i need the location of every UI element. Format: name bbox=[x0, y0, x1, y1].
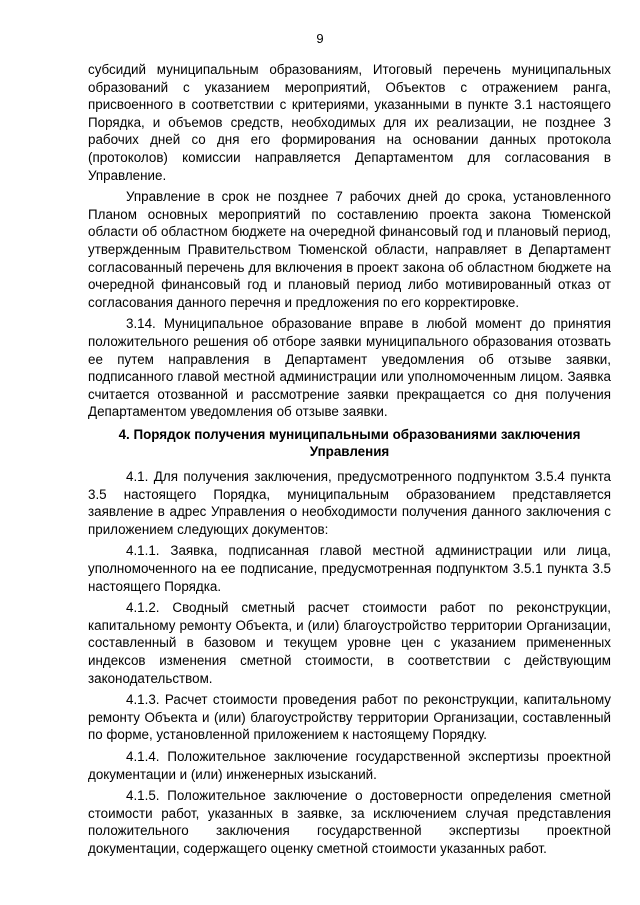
paragraph: 4.1.5. Положительное заключение о достоверности определения сметной стоимости работ, указанных в заявке, за исключением случая представления положительного заключения государственной экспертизы проектной документации, содержащего оценку сметной стоимости указанных работ. bbox=[88, 788, 611, 856]
paragraph: 4.1.4. Положительное заключение государственной экспертизы проектной документации и (или) инженерных изысканий. bbox=[88, 748, 611, 782]
paragraph: 4.1.2. Сводный сметный расчет стоимости работ по реконструкции, капитальному ремонту Объекта, и (или) благоустройство территории Организации, составленный в базовом и текущем уровне цен с указанием примененных индексов изменения сметной стоимости, в соответствии с действующим законодательством. bbox=[88, 600, 611, 686]
paragraph: субсидий муниципальным образованиям, Итоговый перечень муниципальных образований с указанием мероприятий, Объектов с отражением ранга, присвоенного в соответствии с критериями, указанными в пункте 3.1 настоящего Порядка, и объемов средств, необходимых для их реализации, не позднее 3 рабочих дней со дня его формирования на основании данных протокола (протоколов) комиссии направляется Департаментом для согласования в Управление. bbox=[88, 62, 611, 183]
paragraph: Управление в срок не позднее 7 рабочих дней до срока, установленного Планом основных мероприятий по составлению проекта закона Тюменской области об областном бюджете на очередной финансовый год и плановый период, утвержденным Правительством Тюменской области, направляет в Департамент согласованный перечень для включения в проект закона об областном бюджете на очередной финансовый год и плановый период либо мотивированный отказ от согласования данного перечня и предложения по его корректировке. bbox=[88, 189, 611, 310]
page-number: 9 bbox=[316, 31, 324, 46]
paragraph: 4.1. Для получения заключения, предусмотренного подпунктом 3.5.4 пункта 3.5 настоящего Порядка, муниципальным образованием представляется заявление в адрес Управления о необходимости получения данного заключения с приложением следующих документов: bbox=[88, 469, 611, 537]
paragraph: 3.14. Муниципальное образование вправе в любой момент до принятия положительного решения об отборе заявки муниципального образования отозвать ее путем направления в Департамент уведомления об отзыве заявки, подписанного главой местной администрации или уполномоченным лицом. Заявка считается отозванной и рассмотрение заявки прекращается со дня получения Департаментом уведомления об отзыве заявки. bbox=[88, 316, 611, 420]
section-heading: 4. Порядок получения муниципальными образованиями заключения Управления bbox=[118, 426, 581, 460]
paragraph: 4.1.3. Расчет стоимости проведения работ по реконструкции, капитальному ремонту Объекта и (или) благоустройству территории Организации, составленный по форме, установленной приложением к настоящему Порядку. bbox=[88, 692, 611, 743]
paragraph: 4.1.1. Заявка, подписанная главой местной администрации или лица, уполномоченного на ее подписание, предусмотренная подпунктом 3.5.1 пункта 3.5 настоящего Порядка. bbox=[88, 543, 611, 594]
document-body bbox=[88, 61, 611, 862]
